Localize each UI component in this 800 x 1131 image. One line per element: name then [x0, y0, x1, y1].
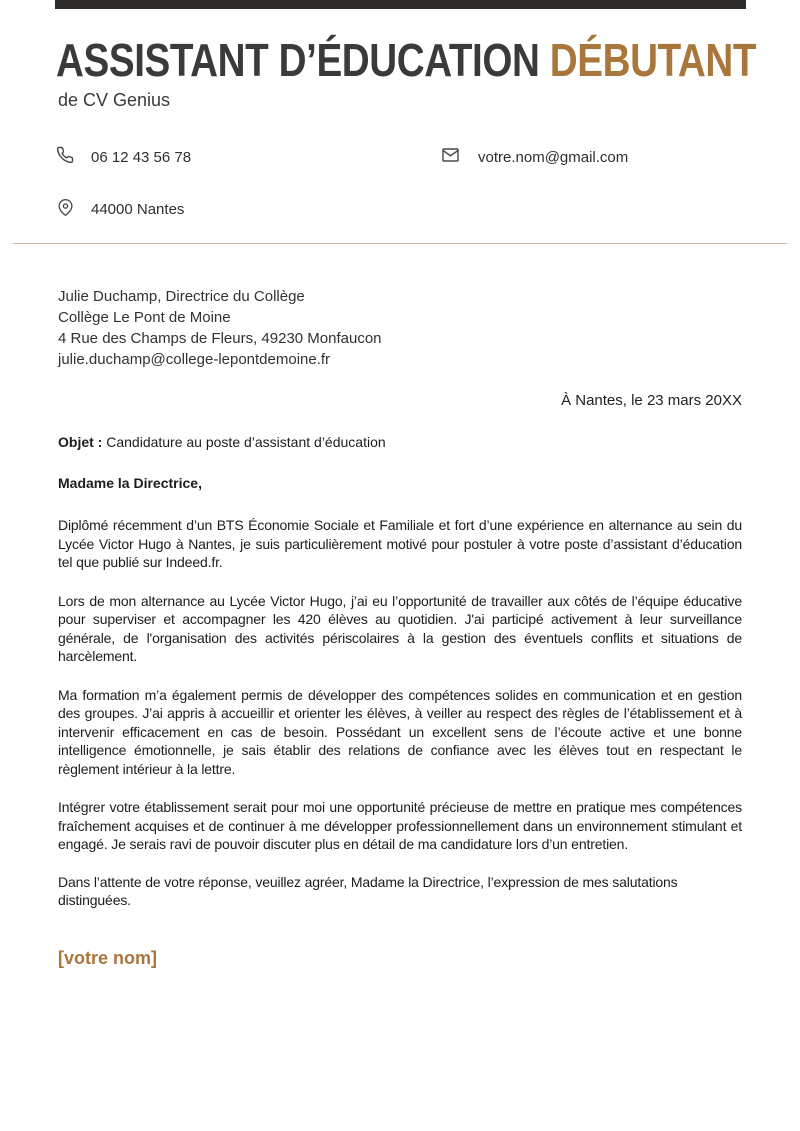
contact-location	[57, 197, 184, 222]
letter-paragraph-2: Lors de mon alternance au Lycée Victor Hugo, j’ai eu l’opportunité de travailler aux côtés de l’équipe éducative pour superviser et accompagner les 420 élèves au quotidien. J'ai participé activement à leur surveillance générale, de l'organisation des activités périscolaires à la gestion des éventuels conflits et situations de harcèlement.	[58, 592, 742, 664]
letter-paragraph-4: Intégrer votre établissement serait pour moi une opportunité précieuse de mettre en pratique mes compétences fraîchement acquises et de continuer à me développer professionnellement dans un environnement stimulant et engagé. Je serais ravi de pouvoir discuter plus en détail de ma candidature lors d’un entretien.	[58, 799, 742, 852]
recipient-line: Julie Duchamp, Directrice du Collège	[58, 288, 305, 305]
contact-phone-text: 06 12 43 56 78	[91, 148, 192, 166]
letter-date: À Nantes, le 23 mars 20XX	[561, 392, 742, 409]
page-title-accent: DÉBUTANT	[549, 34, 757, 86]
page-subtitle: de CV Genius	[58, 90, 171, 110]
letter-subject	[58, 433, 742, 451]
recipient-block	[58, 286, 742, 370]
letter-paragraph-1: Diplômé récemment d’un BTS Économie Sociale et Familiale et fort d’une expérience en alternance au sein du Lycée Victor Hugo à Nantes, je suis particulièrement motivé pour postuler à votre poste d’assistant d’éducation tel que publié sur Indeed.fr.	[58, 517, 742, 570]
page-title-main: ASSISTANT D’ÉDUCATION	[56, 34, 550, 86]
letter-closing: Dans l’attente de votre réponse, veuillez agréer, Madame la Directrice, l’expression de mes salutations distinguées.	[58, 873, 678, 908]
subject-label: Objet :	[58, 434, 103, 450]
recipient-email: julie.duchamp@college-lepontdemoine.fr	[58, 351, 331, 368]
mail-icon	[440, 146, 461, 168]
header-divider	[13, 243, 787, 244]
map-pin-icon	[57, 197, 74, 222]
phone-icon	[56, 146, 74, 168]
letter-salutation: Madame la Directrice,	[58, 475, 202, 491]
contact-phone	[56, 146, 191, 168]
letter-body	[58, 245, 742, 969]
header-top-bar	[55, 0, 746, 9]
contact-location-text: 44000 Nantes	[91, 201, 185, 218]
recipient-line: 4 Rue des Champs de Fleurs, 49230 Monfaucon	[58, 330, 382, 347]
letter-paragraph-3: Ma formation m’a également permis de développer des compétences solides en communication et en gestion des groupes. J’ai appris à accueillir et orienter les élèves, à veiller au respect des règles de l’établissement et à intervenir efficacement en cas de besoin. Possédant un excellent sens de l’écoute active et une bonne intelligence émotionnelle, je sais établir des relations de confiance avec les élèves tout en respectant le règlement intérieur à la lettre.	[58, 686, 742, 777]
contact-email	[440, 146, 628, 168]
subject-text: Candidature au poste d’assistant d’éducation	[102, 434, 386, 450]
page-title	[56, 36, 756, 84]
contact-email-text: votre.nom@gmail.com	[478, 148, 629, 166]
signature-placeholder: [votre nom]	[58, 947, 157, 968]
recipient-line: Collège Le Pont de Moine	[58, 309, 231, 326]
